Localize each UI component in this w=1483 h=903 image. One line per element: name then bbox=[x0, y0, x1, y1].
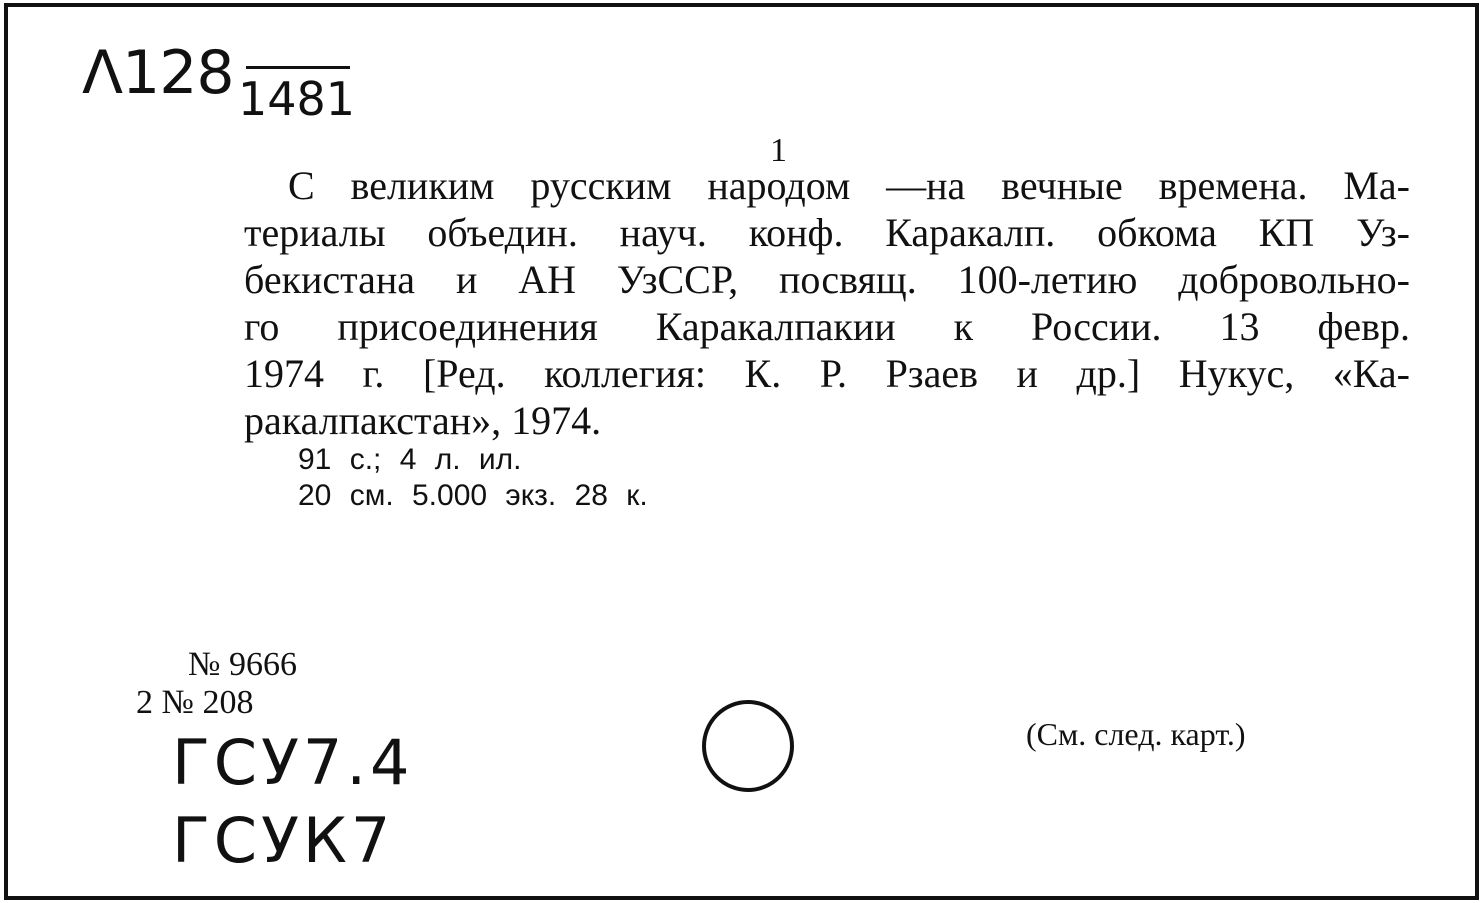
entry-line: териалы объедин. науч. конф. Каракалп. обкома КП Уз- bbox=[244, 210, 1410, 255]
entry-line: го присоединения Каракалпакии к России. 13 февр. bbox=[244, 304, 1410, 349]
punch-hole-icon bbox=[702, 700, 794, 792]
handwritten-code: ГСУ7.4 bbox=[172, 726, 414, 799]
entry-line: 1974 г. [Ред. коллегия: К. Р. Рзаев и др.] Нукус, «Ка- bbox=[244, 351, 1410, 396]
collation-line: 20 см. 5.000 экз. 28 к. bbox=[298, 479, 648, 512]
card-number: 1 bbox=[770, 132, 787, 169]
register-number: № 9666 bbox=[188, 646, 297, 683]
shelfmark-main: Λ128 bbox=[82, 38, 234, 108]
entry-line: бекистана и АН УзССР, посвящ. 100-летию добровольно- bbox=[244, 257, 1410, 302]
continued-note: (См. след. карт.) bbox=[1026, 716, 1246, 752]
register-number: 2 № 208 bbox=[136, 684, 254, 721]
handwritten-code: ГСУК7 bbox=[172, 804, 395, 877]
entry-line: ракалпакстан», 1974. bbox=[244, 398, 602, 443]
bibliographic-entry bbox=[244, 162, 1410, 444]
shelfmark-sub: 1481 bbox=[238, 72, 356, 126]
shelfmark-divider bbox=[246, 66, 350, 69]
register-numbers bbox=[136, 646, 297, 722]
collation bbox=[298, 442, 648, 514]
entry-line: С великим русским народом —на вечные времена. Ма- bbox=[288, 163, 1410, 208]
collation-line: 91 с.; 4 л. ил. bbox=[298, 443, 522, 476]
